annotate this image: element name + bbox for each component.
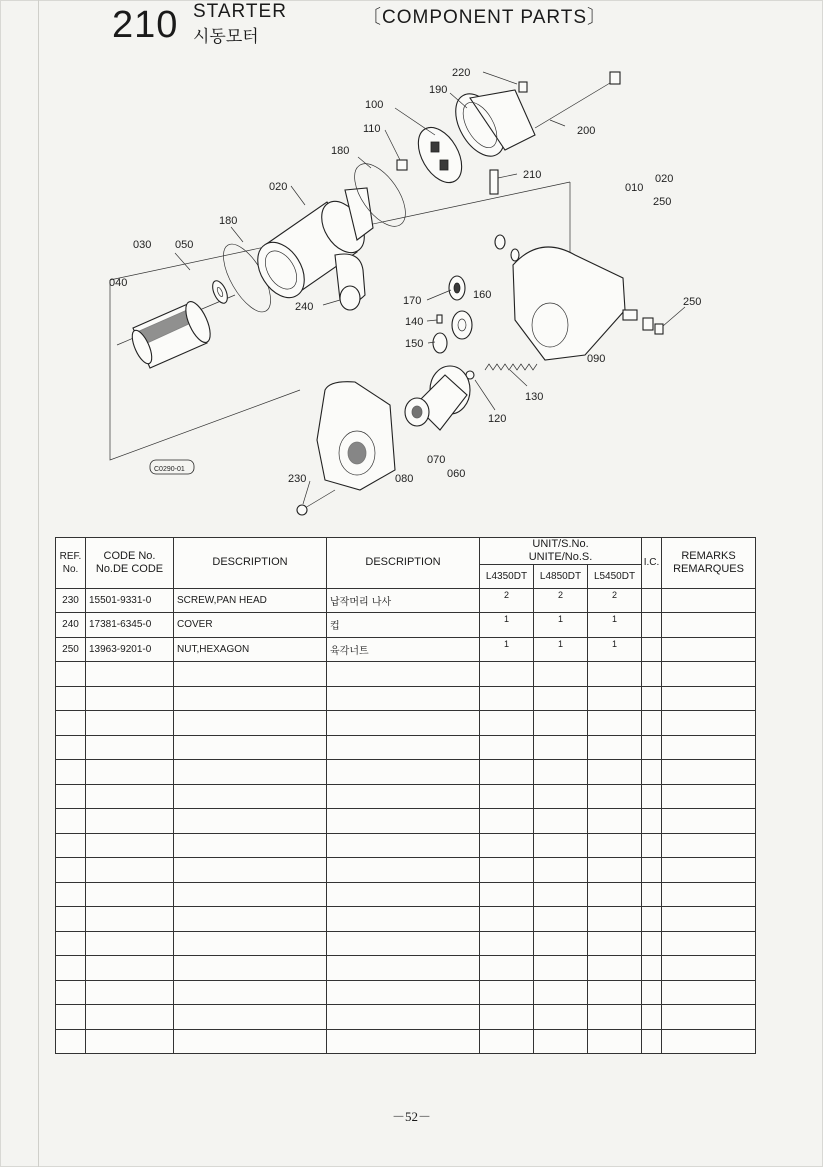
qty-cell: 1 [480,637,534,662]
qty-cell [588,784,642,809]
front-bracket-part [513,247,637,360]
remarks-cell [662,784,756,809]
remarks-cell [662,637,756,662]
table-row [56,980,756,1005]
code-cell [86,882,174,907]
description-ko-cell [327,980,480,1005]
ic-cell [642,980,662,1005]
ic-cell [642,662,662,687]
description-ko-cell [327,809,480,834]
qty-cell [588,760,642,785]
description-en-cell [174,1005,327,1030]
qty-cell [588,686,642,711]
callout-label: 160 [473,289,492,301]
ic-cell [642,1005,662,1030]
overrunning-clutch-part [405,366,470,430]
ic-cell [642,809,662,834]
brush-holder-part [397,120,471,190]
description-ko-cell: 컵 [327,613,480,638]
qty-cell [534,711,588,736]
qty-cell: 2 [534,588,588,613]
header-model: L5450DT [588,565,642,589]
ref-cell [56,1005,86,1030]
page-number: －52－ [391,1109,431,1124]
qty-cell [534,956,588,981]
ref-cell [56,711,86,736]
description-ko-cell [327,956,480,981]
description-en-cell: SCREW,PAN HEAD [174,588,327,613]
table-row [56,858,756,883]
qty-cell [480,711,534,736]
table-row [56,588,756,613]
ref-cell: 250 [56,637,86,662]
description-en-cell [174,784,327,809]
callout-label: 150 [405,338,424,350]
qty-cell: 1 [588,637,642,662]
qty-cell [480,907,534,932]
description-ko-cell [327,735,480,760]
qty-cell [588,956,642,981]
callout-label: 010 [625,182,644,194]
code-cell [86,784,174,809]
callout-label: 060 [447,468,466,480]
code-cell [86,1029,174,1054]
washer-part [495,235,505,249]
ref-cell [56,686,86,711]
ic-cell [642,711,662,736]
description-ko-cell [327,833,480,858]
ref-cell [56,956,86,981]
description-en-cell [174,931,327,956]
callout-label: 210 [523,169,542,181]
qty-cell [588,1029,642,1054]
through-bolt-part [535,72,620,128]
callout-label: 250 [683,296,702,308]
header-ref: REF. No. [56,538,86,589]
qty-cell [480,1005,534,1030]
ref-cell [56,931,86,956]
description-en-cell [174,760,327,785]
parts-table-body [56,588,756,1054]
callout-label: 050 [175,239,194,251]
description-en-cell [174,809,327,834]
callout-label: 100 [365,99,384,111]
insulator-part [490,170,498,194]
qty-cell: 1 [534,613,588,638]
ic-cell [642,588,662,613]
header-description-en: DESCRIPTION [174,538,327,589]
remarks-cell [662,613,756,638]
code-cell [86,735,174,760]
qty-cell [480,1029,534,1054]
table-row [56,1005,756,1030]
parts-table [55,537,756,1054]
ic-cell [642,931,662,956]
ic-cell [642,760,662,785]
description-en-cell [174,882,327,907]
table-row [56,1029,756,1054]
qty-cell [534,760,588,785]
binding-gutter-line [38,0,39,1167]
qty-cell [534,784,588,809]
cover-part [335,254,365,310]
ic-cell [642,686,662,711]
description-en-cell [174,711,327,736]
description-ko-cell: 납작머리 나사 [327,588,480,613]
code-cell [86,662,174,687]
armature-part [117,295,235,368]
table-row [56,711,756,736]
header-model: L4850DT [534,565,588,589]
qty-cell [480,833,534,858]
description-ko-cell [327,907,480,932]
header-code: CODE No. No.DE CODE [86,538,174,589]
qty-cell [480,662,534,687]
ref-cell [56,858,86,883]
description-ko-cell [327,1029,480,1054]
header-unit: UNIT/S.No. UNITE/No.S. [480,538,642,565]
callout-label: 230 [288,473,307,485]
callout-label: 170 [403,295,422,307]
table-row [56,882,756,907]
remarks-cell [662,686,756,711]
table-row [56,931,756,956]
ic-cell [642,858,662,883]
qty-cell [480,980,534,1005]
gear-housing-part [317,382,395,490]
ic-cell [642,1029,662,1054]
ic-cell [642,637,662,662]
table-row [56,662,756,687]
callout-label: 180 [219,215,238,227]
table-row [56,760,756,785]
code-cell [86,1005,174,1030]
code-cell [86,833,174,858]
callout-label: 140 [405,316,424,328]
table-row [56,809,756,834]
header-model: L4350DT [480,565,534,589]
callout-label: 090 [587,353,606,365]
ref-cell [56,833,86,858]
qty-cell [588,662,642,687]
header-ic: I.C. [642,538,662,589]
remarks-cell [662,907,756,932]
code-cell: 17381-6345-0 [86,613,174,638]
code-cell [86,956,174,981]
qty-cell [534,662,588,687]
qty-cell [534,882,588,907]
qty-cell [480,760,534,785]
exploded-parts-diagram [95,60,715,520]
ref-cell: 240 [56,613,86,638]
remarks-cell [662,956,756,981]
description-en-cell [174,858,327,883]
description-en-cell [174,980,327,1005]
qty-cell [588,809,642,834]
callout-label: 200 [577,125,596,137]
description-en-cell: NUT,HEXAGON [174,637,327,662]
code-cell [86,711,174,736]
code-cell: 15501-9331-0 [86,588,174,613]
qty-cell [480,784,534,809]
ref-cell [56,809,86,834]
ref-cell [56,882,86,907]
description-en-cell [174,735,327,760]
table-row [56,833,756,858]
remarks-cell [662,931,756,956]
qty-cell [588,833,642,858]
qty-cell: 1 [588,613,642,638]
ref-cell [56,784,86,809]
table-row [56,686,756,711]
ic-cell [642,784,662,809]
qty-cell: 1 [534,637,588,662]
ic-cell [642,882,662,907]
callout-label: 040 [109,277,128,289]
description-ko-cell [327,760,480,785]
description-ko-cell [327,662,480,687]
table-row [56,637,756,662]
qty-cell [534,809,588,834]
qty-cell [534,833,588,858]
remarks-cell [662,809,756,834]
ic-cell [642,613,662,638]
washer-part-2 [511,249,519,261]
retainer-part [437,315,442,323]
header-description-ko: DESCRIPTION [327,538,480,589]
qty-cell [534,686,588,711]
qty-cell [588,858,642,883]
remarks-cell [662,882,756,907]
qty-cell [534,907,588,932]
description-en-cell [174,1029,327,1054]
ref-cell [56,907,86,932]
description-ko-cell [327,882,480,907]
callout-label: 070 [427,454,446,466]
ic-cell [642,735,662,760]
idle-gear-part [449,276,465,300]
description-en-cell [174,956,327,981]
table-row [56,735,756,760]
callout-label: 030 [133,239,152,251]
qty-cell [480,882,534,907]
code-cell [86,931,174,956]
code-cell [86,760,174,785]
qty-cell [480,686,534,711]
code-cell [86,980,174,1005]
drawing-code: C0290-01 [154,466,185,473]
ref-cell [56,760,86,785]
code-cell [86,686,174,711]
callout-label: 190 [429,84,448,96]
remarks-cell [662,760,756,785]
header-remarks: REMARKS REMARQUES [662,538,756,589]
description-ko-cell [327,858,480,883]
description-en-cell [174,907,327,932]
remarks-cell [662,711,756,736]
group-number: 210 [112,4,179,46]
callout-label: 240 [295,301,314,313]
description-ko-cell [327,686,480,711]
section-title: 〔COMPONENT PARTS〕 [362,7,608,28]
qty-cell [480,809,534,834]
qty-cell [588,735,642,760]
description-en-cell [174,833,327,858]
callout-label: 250 [653,196,672,208]
callout-label: 110 [363,123,381,135]
ref-cell [56,980,86,1005]
callout-label: 180 [331,145,350,157]
title-korean: 시동모터 [193,27,259,47]
description-ko-cell [327,784,480,809]
bearing-part [210,279,231,306]
ic-cell [642,956,662,981]
qty-cell [534,858,588,883]
description-en-cell [174,662,327,687]
table-row [56,784,756,809]
description-ko-cell: 육각너트 [327,637,480,662]
table-row [56,613,756,638]
qty-cell: 2 [480,588,534,613]
code-cell [86,858,174,883]
qty-cell [588,931,642,956]
screw-part [519,82,527,92]
pinion-gear-part [452,311,472,339]
spring-part [485,364,537,370]
qty-cell [588,1005,642,1030]
remarks-cell [662,980,756,1005]
callout-label: 020 [269,181,288,193]
ic-cell [642,907,662,932]
roller-part [433,333,447,353]
table-row [56,956,756,981]
description-ko-cell [327,711,480,736]
qty-cell [480,956,534,981]
callout-label: 220 [452,67,471,79]
remarks-cell [662,735,756,760]
ref-cell [56,1029,86,1054]
callout-label: 120 [488,413,507,425]
qty-cell [480,858,534,883]
remarks-cell [662,858,756,883]
qty-cell [588,711,642,736]
description-en-cell: COVER [174,613,327,638]
qty-cell [534,735,588,760]
remarks-cell [662,833,756,858]
remarks-cell [662,662,756,687]
code-cell [86,809,174,834]
qty-cell: 2 [588,588,642,613]
remarks-cell [662,1005,756,1030]
ref-cell [56,662,86,687]
callout-label: 080 [395,473,414,485]
callout-label: 020 [655,173,674,185]
description-ko-cell [327,1005,480,1030]
ref-cell [56,735,86,760]
qty-cell [534,1005,588,1030]
description-en-cell [174,686,327,711]
callout-label: 130 [525,391,544,403]
qty-cell [534,1029,588,1054]
description-ko-cell [327,931,480,956]
qty-cell [534,931,588,956]
title-english: STARTER [193,1,287,22]
qty-cell [588,907,642,932]
remarks-cell [662,1029,756,1054]
remarks-cell [662,588,756,613]
qty-cell [480,735,534,760]
pan-head-screw-part [297,490,335,515]
ref-cell: 230 [56,588,86,613]
code-cell [86,907,174,932]
qty-cell [534,980,588,1005]
table-row [56,907,756,932]
qty-cell: 1 [480,613,534,638]
nut-part [643,318,663,334]
qty-cell [588,980,642,1005]
qty-cell [588,882,642,907]
code-cell: 13963-9201-0 [86,637,174,662]
ic-cell [642,833,662,858]
qty-cell [480,931,534,956]
